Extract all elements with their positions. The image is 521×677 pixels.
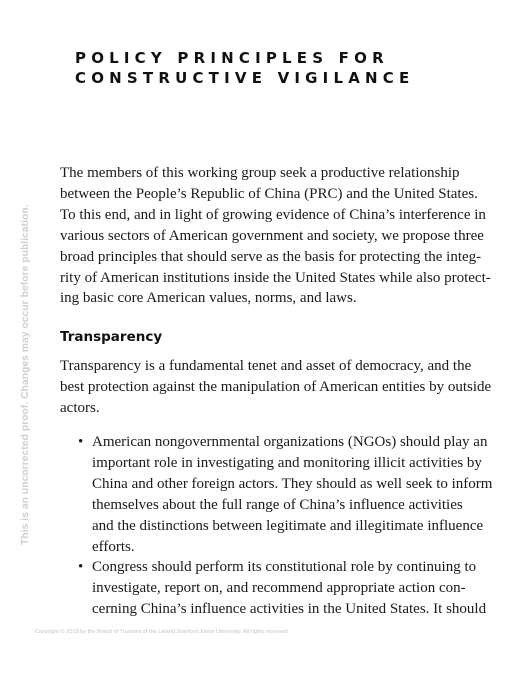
paragraph-line: rity of American institutions inside the United States while also protect- (60, 269, 491, 286)
list-item-line: American nongovernmental organizations (NGOs) should play an (92, 434, 488, 450)
paragraph-line: The members of this working group seek a productive relationship (60, 165, 460, 181)
paragraph-line: best protection against the manipulation of American entities by outside (60, 378, 492, 395)
list-item-line: and the distinctions between legitimate and illegitimate influence (92, 517, 484, 534)
bullet-marker: • (78, 434, 84, 450)
bullet-marker: • (78, 559, 84, 576)
list-item (78, 432, 493, 557)
paragraph-line: various sectors of American government and society, we propose three (60, 227, 484, 244)
list-item-line: investigate, report on, and recommend appropriate action con- (92, 580, 466, 597)
paragraph-line: between the People’s Republic of China (PRC) and the United States. (60, 185, 478, 202)
intro-paragraph (60, 163, 491, 309)
chapter-title-line-1: POLICY PRINCIPLES FOR (75, 49, 389, 67)
list-item (78, 557, 487, 620)
paragraph-line: broad principles that should serve as the basis for protecting the integ- (60, 248, 482, 265)
paragraph-line: Transparency is a fundamental tenet and asset of democracy, and the (60, 358, 472, 374)
list-item-line: Congress should perform its constitutional role by continuing to (92, 559, 477, 576)
list-item-line: themselves about the full range of China’s influence activities (92, 496, 463, 513)
section-heading: Transparency (60, 329, 163, 345)
chapter-title-line-2: CONSTRUCTIVE VIGILANCE (75, 69, 415, 87)
list-item-line: efforts. (92, 538, 135, 555)
list-item-line: important role in investigating and monitoring illicit activities by (92, 454, 482, 471)
bullet-list (78, 432, 493, 620)
chapter-title (75, 48, 414, 88)
list-item-line: China and other foreign actors. They should as well seek to inform (92, 475, 493, 492)
paragraph-line: actors. (60, 399, 100, 416)
paragraph-line: ing basic core American values, norms, and laws. (60, 290, 357, 307)
section-paragraph (60, 356, 492, 419)
proof-watermark: This is an uncorrected proof. Changes may occur before publication. (20, 204, 31, 545)
paragraph-line: To this end, and in light of growing evidence of China’s interference in (60, 206, 486, 223)
list-item-line: cerning China’s influence activities in the United States. It should (92, 601, 487, 618)
copyright-footer: Copyright © 2018 by the Board of Trustees of the Leland Stanford Junior University. All rights reserved. (35, 629, 290, 635)
